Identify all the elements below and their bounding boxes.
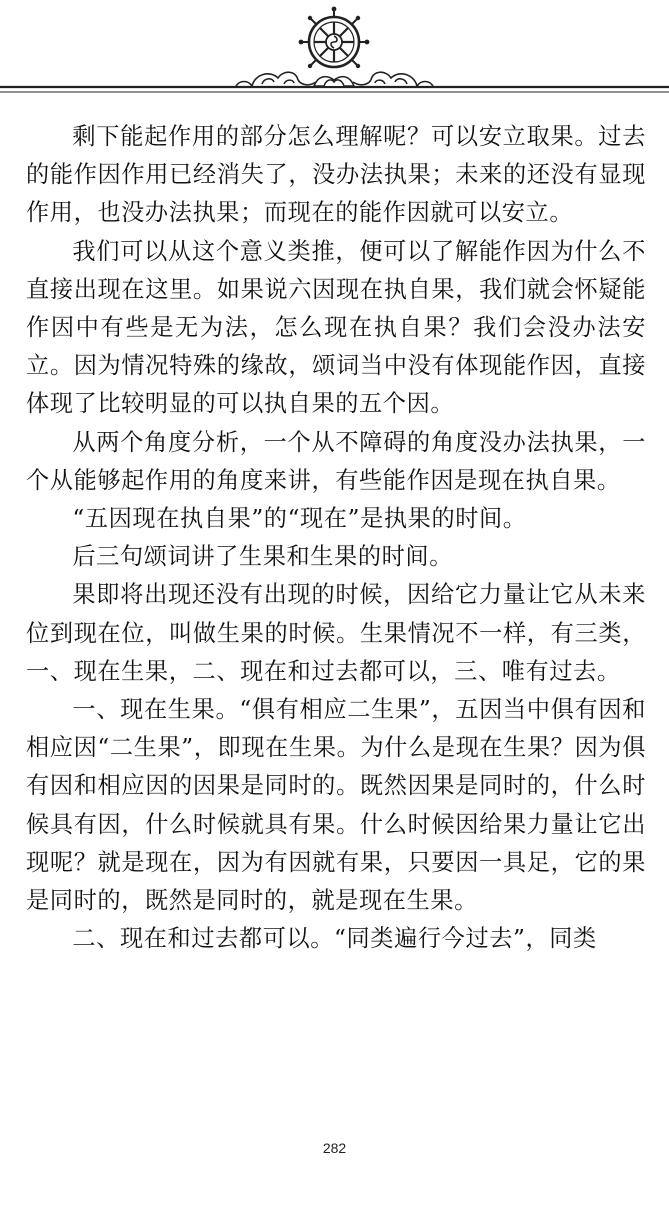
paragraph: “五因现在执自果”的“现在”是执果的时间。 xyxy=(72,505,527,533)
paragraph: 后三句颂词讲了生果和生果的时间。 xyxy=(72,543,453,571)
body-text xyxy=(26,118,646,958)
paragraph: 剩下能起作用的部分怎么理解呢？可以安立取果。过去的能作因作用已经消失了，没办法执果；未来的还没有显现作用，也没办法执果；而现在的能作因就可以安立。 xyxy=(26,123,646,227)
page-number: 282 xyxy=(322,1140,347,1156)
paragraph: 二、现在和过去都可以。“同类遍行今过去”，同类 xyxy=(72,925,597,953)
paragraph: 果即将出现还没有出现的时候，因给它力量让它从未来位到现在位，叫做生果的时候。生果情况不一样，有三类，一、现在生果，二、现在和过去都可以，三、唯有过去。 xyxy=(26,581,646,685)
page-header-ornament xyxy=(0,0,669,100)
paragraph: 从两个角度分析，一个从不障碍的角度没办法执果，一个从能够起作用的角度来讲，有些能作因是现在执自果。 xyxy=(26,428,646,494)
dharma-wheel-icon xyxy=(0,0,669,100)
paragraph: 我们可以从这个意义类推，便可以了解能作因为什么不直接出现在这里。如果说六因现在执自果，我们就会怀疑能作因中有些是无为法，怎么现在执自果？我们会没办法安立。因为情况特殊的缘故，颂词当中没有体现能作因，直接体现了比较明显的可以执自果的五个因。 xyxy=(26,237,646,418)
paragraph: 一、现在生果。“俱有相应二生果”，五因当中俱有因和相应因“二生果”，即现在生果。为什么是现在生果？因为俱有因和相应因的因果是同时的。既然因果是同时的，什么时候具有因，什么时候就具有果。什么时候因给果力量让它出现呢？就是现在，因为有因就有果，只要因一具足，它的果是同时的，既然是同时的，就是现在生果。 xyxy=(26,696,646,915)
